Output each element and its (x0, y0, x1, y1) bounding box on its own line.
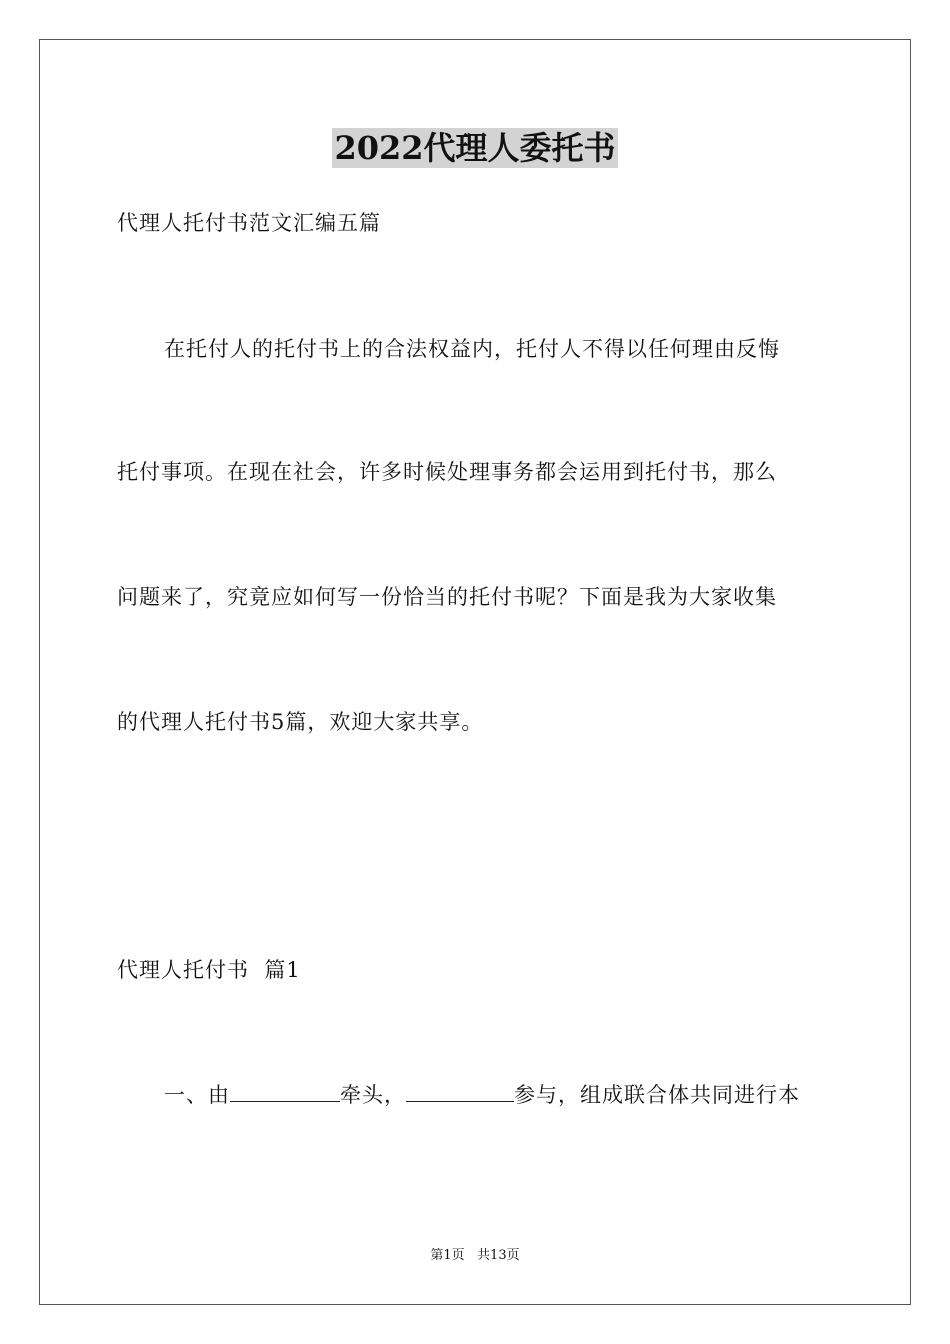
page-footer: 第1页 共13页 (430, 1248, 520, 1263)
intro-line-3: 问题来了，究竟应如何写一份恰当的托付书呢？下面是我为大家收集 (117, 585, 777, 609)
fill-in-blank-lead-party[interactable] (230, 1081, 340, 1102)
clause-1-suffix: 参与，组成联合体共同进行本 (514, 1083, 800, 1107)
intro-line-4: 的代理人托付书5篇，欢迎大家共享。 (117, 710, 484, 734)
intro-line-2: 托付事项。在现在社会，许多时候处理事务都会运用到托付书，那么 (117, 460, 777, 484)
document-title (0, 128, 950, 168)
section-heading: 代理人托付书 篇1 (117, 958, 301, 982)
clause-1 (164, 1080, 884, 1110)
intro-line-1: 在托付人的托付书上的合法权益内，托付人不得以任何理由反悔 (164, 337, 780, 361)
document-subtitle: 代理人托付书范文汇编五篇 (117, 211, 381, 235)
clause-1-prefix: 一、由 (164, 1083, 230, 1107)
clause-1-middle: 牵头， (340, 1083, 406, 1107)
document-title-text: 2022代理人委托书 (334, 129, 616, 167)
fill-in-blank-participant[interactable] (406, 1081, 514, 1102)
